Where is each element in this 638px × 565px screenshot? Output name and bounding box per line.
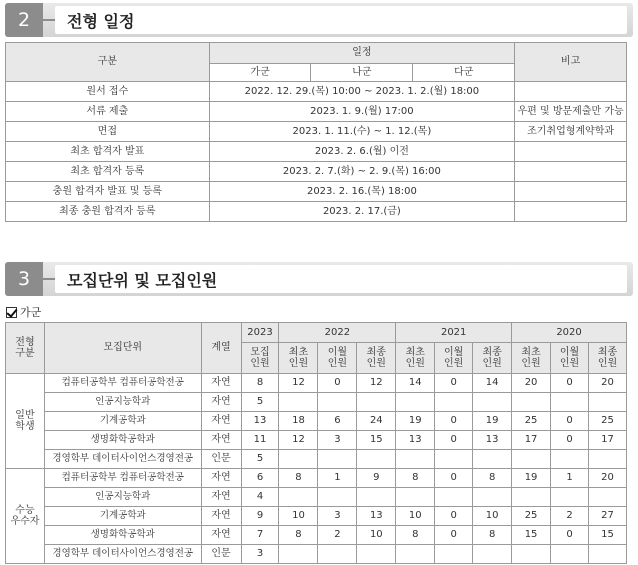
value-v2021-0: 19: [396, 412, 435, 431]
header-year-2020: 2020: [512, 323, 627, 343]
value-v2022-0: [279, 450, 318, 469]
value-v2022-2: [357, 450, 396, 469]
schedule-date: 2023. 1. 11.(수) ~ 1. 12.(목): [209, 122, 514, 142]
recruit-row: [6, 507, 627, 526]
value-v2020-2: [588, 545, 626, 564]
unit-name: 기계공학과: [44, 507, 201, 526]
value-v2022-1: [318, 488, 357, 507]
section-2-connector: [43, 19, 55, 21]
value-v2020-1: [551, 545, 589, 564]
value-v2020-2: 20: [588, 469, 626, 488]
value-v2020-0: 25: [512, 412, 551, 431]
value-v2022-2: 13: [357, 507, 396, 526]
header-unit: 모집단위: [44, 323, 201, 374]
value-v2021-0: 8: [396, 469, 435, 488]
unit-name: 컴퓨터공학부 컴퓨터공학전공: [44, 469, 201, 488]
quota-2023: 5: [241, 393, 279, 412]
value-v2021-1: 0: [435, 526, 473, 545]
header-year-2021: 2021: [396, 323, 512, 343]
quota-2023: 3: [241, 545, 279, 564]
header-year-2022: 2022: [279, 323, 396, 343]
value-v2022-1: 3: [318, 431, 357, 450]
value-v2020-1: 0: [551, 412, 589, 431]
value-v2020-0: [512, 545, 551, 564]
schedule-category: 면접: [6, 122, 210, 142]
value-v2021-1: 0: [435, 374, 473, 393]
value-v2022-1: 1: [318, 469, 357, 488]
field: 인문: [201, 450, 241, 469]
field: 자연: [201, 431, 241, 450]
value-v2021-1: [435, 488, 473, 507]
unit-name: 경영학부 데이터사이언스경영전공: [44, 545, 201, 564]
field: 자연: [201, 526, 241, 545]
header-sub-0: 최초 인원: [396, 343, 435, 374]
header-sub-0: 최초 인원: [512, 343, 551, 374]
unit-name: 인공지능학과: [44, 488, 201, 507]
recruit-row: [6, 412, 627, 431]
schedule-date: 2023. 2. 7.(화) ~ 2. 9.(목) 16:00: [209, 162, 514, 182]
section-3-title: 모집단위 및 모집인원: [55, 265, 627, 293]
value-v2020-1: 2: [551, 507, 589, 526]
value-v2020-0: 17: [512, 431, 551, 450]
header-group-na: 나군: [311, 64, 413, 82]
schedule-row: [6, 202, 627, 222]
header-sub-0: 최초 인원: [279, 343, 318, 374]
schedule-date: 2023. 2. 16.(목) 18:00: [209, 182, 514, 202]
value-v2021-0: 10: [396, 507, 435, 526]
value-v2020-2: 25: [588, 412, 626, 431]
value-v2022-2: [357, 393, 396, 412]
value-v2022-0: 12: [279, 374, 318, 393]
quota-2023: 5: [241, 450, 279, 469]
quota-2023: 8: [241, 374, 279, 393]
schedule-remark: 조기취업형계약학과: [515, 122, 627, 142]
value-v2022-2: 10: [357, 526, 396, 545]
value-v2021-0: [396, 393, 435, 412]
schedule-date: 2023. 2. 17.(금): [209, 202, 514, 222]
value-v2022-2: [357, 488, 396, 507]
value-v2020-2: 27: [588, 507, 626, 526]
schedule-remark: [515, 182, 627, 202]
section-2-header: [5, 3, 633, 37]
unit-name: 기계공학과: [44, 412, 201, 431]
quota-2023: 11: [241, 431, 279, 450]
header-sub-2: 최종 인원: [588, 343, 626, 374]
recruit-row: [6, 545, 627, 564]
recruit-row: [6, 431, 627, 450]
value-v2022-2: [357, 545, 396, 564]
value-v2022-0: 18: [279, 412, 318, 431]
value-v2022-2: 15: [357, 431, 396, 450]
recruit-row: [6, 393, 627, 412]
schedule-table: [5, 42, 627, 222]
schedule-category: 원서 접수: [6, 82, 210, 102]
value-v2020-0: 15: [512, 526, 551, 545]
section-2-title: 전형 일정: [55, 6, 627, 34]
value-v2020-1: 1: [551, 469, 589, 488]
field: 자연: [201, 469, 241, 488]
value-v2021-1: [435, 545, 473, 564]
value-v2021-2: 19: [473, 412, 512, 431]
value-v2021-1: 0: [435, 431, 473, 450]
value-v2021-1: 0: [435, 412, 473, 431]
quota-2023: 7: [241, 526, 279, 545]
value-v2022-0: [279, 545, 318, 564]
value-v2022-2: 9: [357, 469, 396, 488]
schedule-row: [6, 102, 627, 122]
header-group-ga: 가군: [209, 64, 311, 82]
value-v2020-1: 0: [551, 431, 589, 450]
value-v2021-2: 14: [473, 374, 512, 393]
value-v2020-1: 0: [551, 374, 589, 393]
header-remark: 비고: [515, 43, 627, 82]
header-group-da: 다군: [413, 64, 515, 82]
value-v2022-0: 12: [279, 431, 318, 450]
schedule-row: [6, 182, 627, 202]
value-v2021-0: [396, 450, 435, 469]
value-v2021-1: [435, 393, 473, 412]
value-v2021-0: [396, 488, 435, 507]
unit-name: 생명화학공학과: [44, 526, 201, 545]
schedule-row: [6, 122, 627, 142]
schedule-remark: [515, 82, 627, 102]
value-v2020-2: [588, 393, 626, 412]
group-checkbox-row: [6, 304, 41, 320]
value-v2021-0: 14: [396, 374, 435, 393]
unit-name: 생명화학공학과: [44, 431, 201, 450]
value-v2021-1: [435, 450, 473, 469]
value-v2022-0: 8: [279, 469, 318, 488]
field: 자연: [201, 507, 241, 526]
value-v2022-2: 24: [357, 412, 396, 431]
value-v2020-1: [551, 393, 589, 412]
value-v2020-1: 0: [551, 526, 589, 545]
recruit-row: [6, 450, 627, 469]
value-v2020-0: 25: [512, 507, 551, 526]
value-v2022-0: [279, 488, 318, 507]
quota-2023: 13: [241, 412, 279, 431]
recruit-row: [6, 469, 627, 488]
section-3-connector: [43, 278, 55, 280]
value-v2022-1: 6: [318, 412, 357, 431]
schedule-date: 2023. 1. 9.(월) 17:00: [209, 102, 514, 122]
schedule-row: [6, 142, 627, 162]
value-v2022-2: 12: [357, 374, 396, 393]
schedule-row: [6, 82, 627, 102]
value-v2021-1: 0: [435, 469, 473, 488]
section-3-header: [5, 262, 633, 296]
schedule-category: 최초 합격자 발표: [6, 142, 210, 162]
value-v2020-2: 20: [588, 374, 626, 393]
unit-name: 경영학부 데이터사이언스경영전공: [44, 450, 201, 469]
value-v2021-0: [396, 545, 435, 564]
value-v2020-0: [512, 450, 551, 469]
recruit-row: [6, 374, 627, 393]
value-v2020-2: [588, 488, 626, 507]
value-v2022-1: [318, 450, 357, 469]
header-2023-quota: 모집 인원: [241, 343, 279, 374]
schedule-remark: 우편 및 방문제출만 가능: [515, 102, 627, 122]
value-v2021-2: 8: [473, 469, 512, 488]
header-year-2023: 2023: [241, 323, 279, 343]
header-sub-2: 최종 인원: [473, 343, 512, 374]
group-name: 일반 학생: [6, 374, 45, 469]
unit-name: 인공지능학과: [44, 393, 201, 412]
value-v2021-0: 8: [396, 526, 435, 545]
schedule-row: [6, 162, 627, 182]
schedule-remark: [515, 142, 627, 162]
schedule-date: 2023. 2. 6.(월) 이전: [209, 142, 514, 162]
group-name: 수능 우수자: [6, 469, 45, 564]
header-schedule: 일정: [209, 43, 514, 64]
value-v2020-0: 20: [512, 374, 551, 393]
value-v2022-0: 8: [279, 526, 318, 545]
value-v2022-1: 0: [318, 374, 357, 393]
checkbox-checked-icon: [6, 307, 17, 318]
value-v2021-2: 10: [473, 507, 512, 526]
unit-name: 컴퓨터공학부 컴퓨터공학전공: [44, 374, 201, 393]
value-v2020-1: [551, 450, 589, 469]
field: 자연: [201, 374, 241, 393]
value-v2022-1: 2: [318, 526, 357, 545]
checkbox-label: 가군: [20, 306, 42, 319]
value-v2020-0: 19: [512, 469, 551, 488]
value-v2021-2: [473, 545, 512, 564]
value-v2020-0: [512, 488, 551, 507]
field: 인문: [201, 545, 241, 564]
value-v2020-0: [512, 393, 551, 412]
schedule-remark: [515, 202, 627, 222]
value-v2021-2: [473, 488, 512, 507]
schedule-category: 서류 제출: [6, 102, 210, 122]
schedule-remark: [515, 162, 627, 182]
value-v2020-2: [588, 450, 626, 469]
schedule-category: 충원 합격자 발표 및 등록: [6, 182, 210, 202]
section-2-number: 2: [5, 3, 43, 37]
recruit-row: [6, 526, 627, 545]
quota-2023: 4: [241, 488, 279, 507]
recruit-row: [6, 488, 627, 507]
header-sub-2: 최종 인원: [357, 343, 396, 374]
value-v2020-2: 15: [588, 526, 626, 545]
section-3-number: 3: [5, 262, 43, 296]
value-v2022-0: [279, 393, 318, 412]
value-v2021-2: [473, 450, 512, 469]
header-type: 전형 구분: [6, 323, 45, 374]
value-v2022-1: [318, 545, 357, 564]
header-field: 계열: [201, 323, 241, 374]
value-v2021-2: 13: [473, 431, 512, 450]
value-v2022-0: 10: [279, 507, 318, 526]
header-sub-1: 이월 인원: [318, 343, 357, 374]
value-v2021-1: 0: [435, 507, 473, 526]
quota-2023: 6: [241, 469, 279, 488]
recruitment-table: [5, 322, 627, 564]
value-v2022-1: 3: [318, 507, 357, 526]
field: 자연: [201, 412, 241, 431]
value-v2020-1: [551, 488, 589, 507]
schedule-category: 최초 합격자 등록: [6, 162, 210, 182]
value-v2021-2: [473, 393, 512, 412]
header-sub-1: 이월 인원: [551, 343, 589, 374]
value-v2021-2: 8: [473, 526, 512, 545]
schedule-category: 최종 충원 합격자 등록: [6, 202, 210, 222]
header-category: 구분: [6, 43, 210, 82]
field: 자연: [201, 393, 241, 412]
field: 자연: [201, 488, 241, 507]
quota-2023: 9: [241, 507, 279, 526]
value-v2021-0: 13: [396, 431, 435, 450]
value-v2020-2: 17: [588, 431, 626, 450]
schedule-date: 2022. 12. 29.(목) 10:00 ~ 2023. 1. 2.(월) 18:00: [209, 82, 514, 102]
value-v2022-1: [318, 393, 357, 412]
header-sub-1: 이월 인원: [435, 343, 473, 374]
